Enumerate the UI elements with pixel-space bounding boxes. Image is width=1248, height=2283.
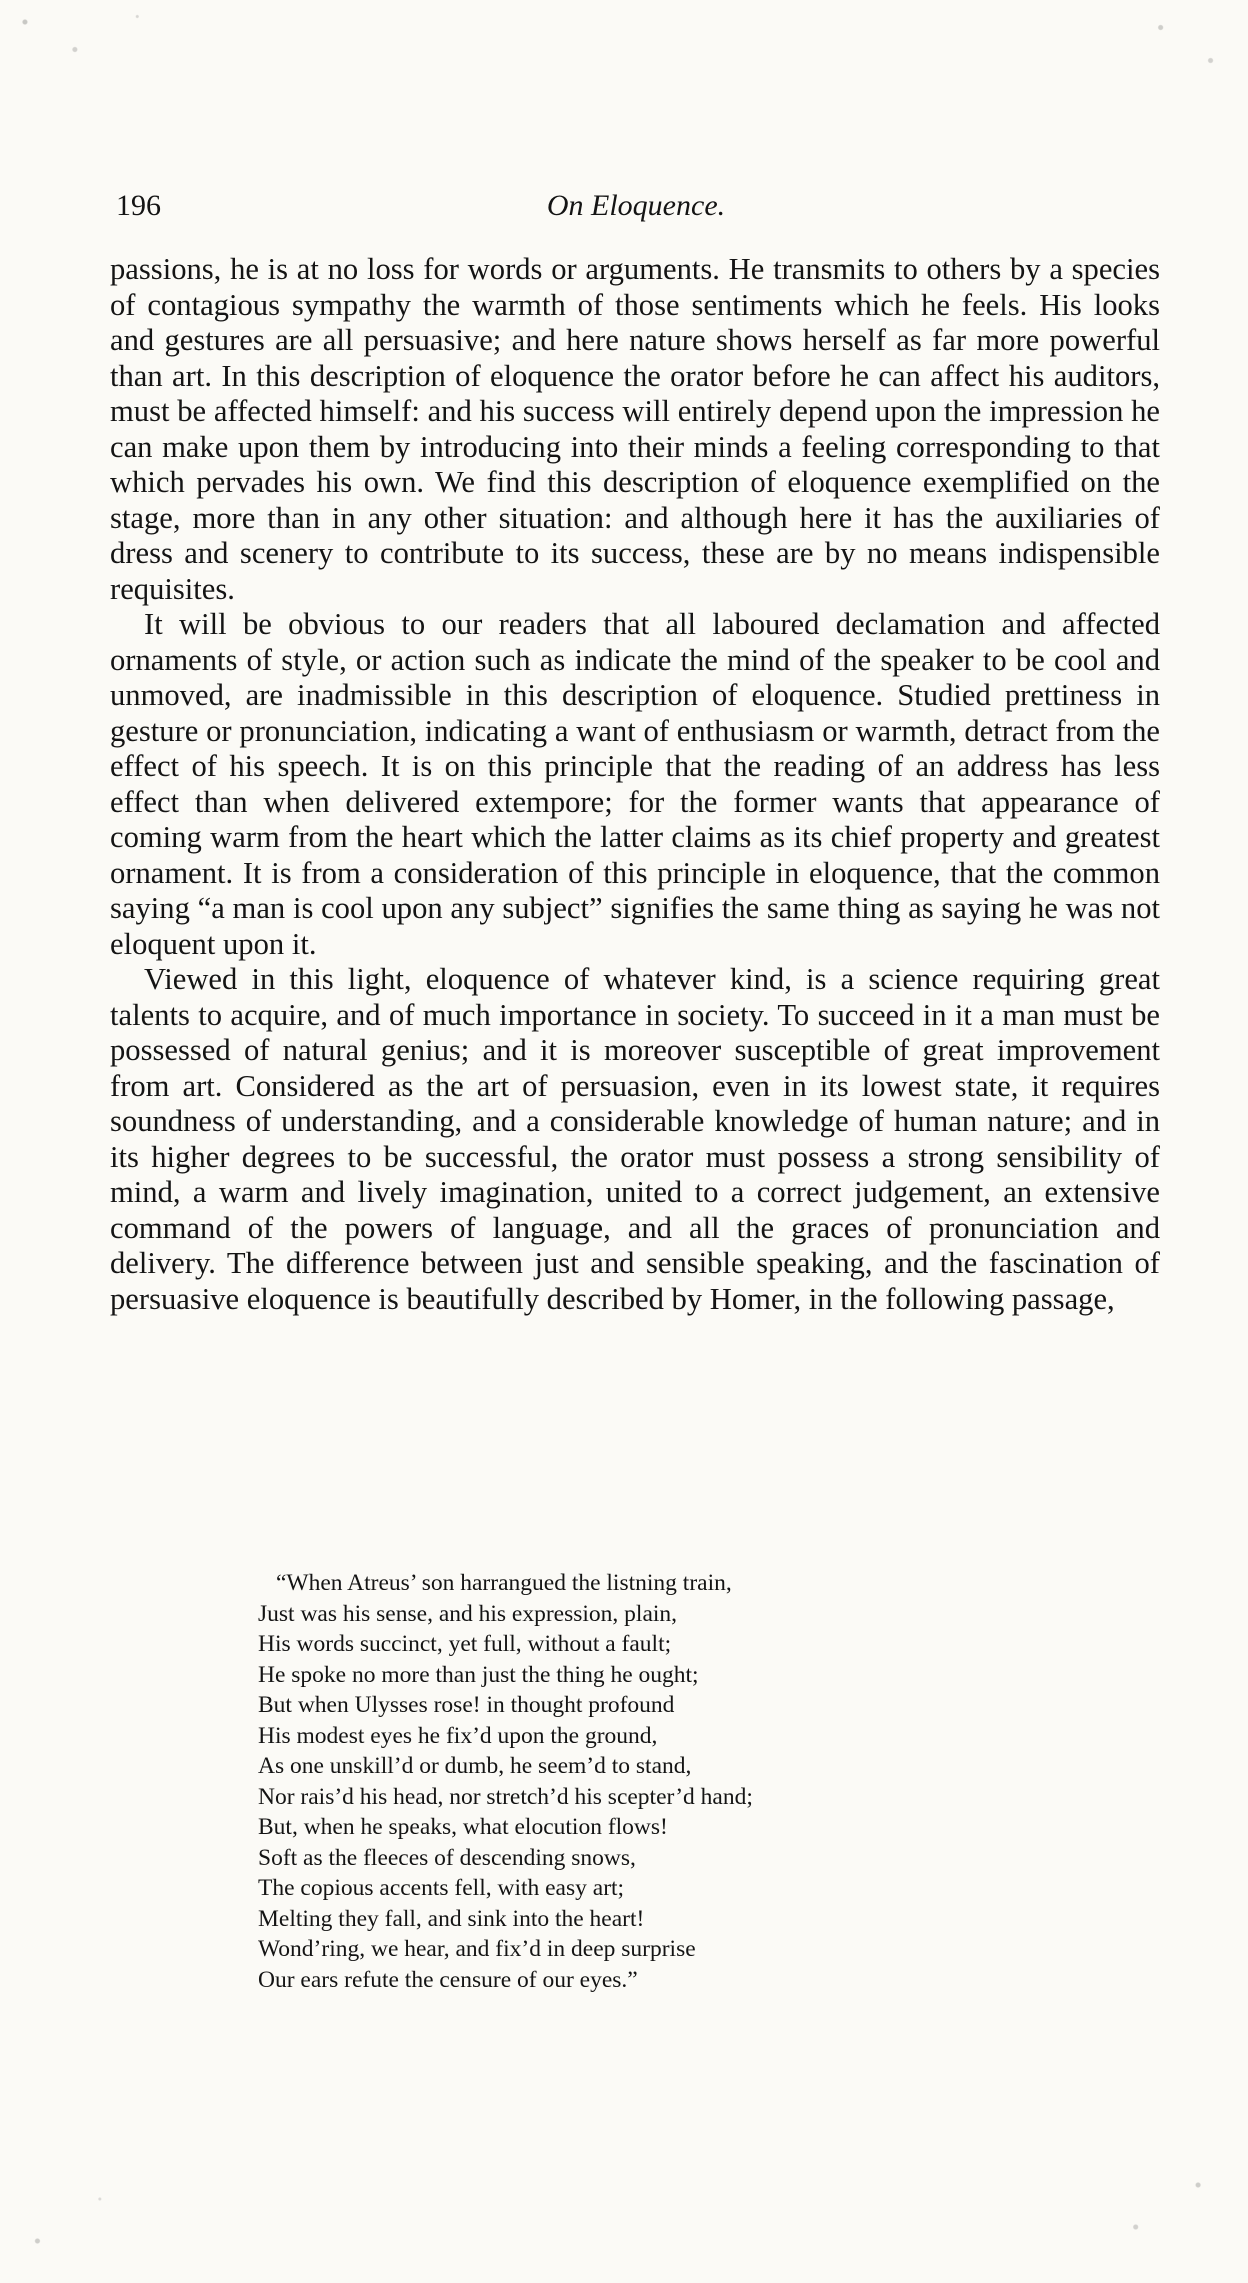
verse-line: Our ears refute the censure of our eyes.” [258,1966,638,1993]
verse-line: He spoke no more than just the thing he ought; [258,1661,699,1688]
paragraph-3: Viewed in this light, eloquence of whatever kind, is a science requiring great talents to acquire, and of much importance in society. To succeed in it a man must be possessed of natural genius; and it is moreover susceptible of great improvement from art. Considered as the art of persuasion, even in its lowest state, it requires soundness of understanding, and a considerable knowledge of human nature; and in its higher degrees to be successful, the orator must possess a strong sensibility of mind, a warm and lively imagination, united to a correct judgement, an extensive command of the powers of language, and all the graces of pronunciation and delivery. The difference between just and sensible speaking, and the fascination of persuasive eloquence is beautifully described by Homer, in the following passage, [110,962,1160,1316]
verse-line: But when Ulysses rose! in thought profound [258,1692,675,1718]
body-text [110,252,1160,1317]
verse-line: His words succinct, yet full, without a fault; [258,1631,672,1657]
verse-line: His modest eyes he fix’d upon the ground, [258,1722,658,1749]
paragraph-1: passions, he is at no loss for words or arguments. He transmits to others by a species of contagious sympathy the warmth of those sentiments which he feels. His looks and gestures are all persuasive; and here nature shows herself as far more powerful than art. In this description of eloquence the orator before he can affect his auditors, must be affected himself: and his success will entirely depend upon the impression he can make upon them by introducing into their minds a feeling corresponding to that which pervades his own. We find this description of eloquence exemplified on the stage, more than in any other situation: and although here it has the auxiliaries of dress and scenery to contribute to its success, these are by no means indispensible requisites. [110,252,1160,606]
running-title: On Eloquence. [546,189,726,222]
verse-line: Melting they fall, and sink into the heart! [258,1905,645,1932]
verse-quotation [258,1568,998,1995]
verse-line: The copious accents fell, with easy art; [258,1875,625,1901]
verse-line: Just was his sense, and his expression, plain, [258,1600,678,1627]
verse-line: Wond’ring, we hear, and fix’d in deep surprise [258,1936,696,1962]
paragraph-2: It will be obvious to our readers that all laboured declamation and affected ornaments of style, or action such as indicate the mind of the speaker to be cool and unmoved, are inadmissible in this description of eloquence. Studied prettiness in gesture or pronunciation, indicating a want of enthusiasm or warmth, detract from the effect of his speech. It is on this principle that the reading of an address has less effect than when delivered extempore; for the former wants that appearance of coming warm from the heart which the latter claims as its chief property and greatest ornament. It is from a consideration of this principle in eloquence, that the common saying “a man is cool upon any subject” signifies the same thing as saying he was not eloquent upon it. [110,607,1160,961]
verse-line: But, when he speaks, what elocution flows! [258,1814,668,1840]
page-speckle-bottom [0,2143,1248,2283]
page-number: 196 [116,189,161,222]
verse-line: Nor rais’d his head, nor stretch’d his scepter’d hand; [258,1783,753,1810]
page-header [116,186,1156,226]
verse-line: As one unskill’d or dumb, he seem’d to stand, [258,1753,692,1779]
verse-line: Soft as the fleeces of descending snows, [258,1844,636,1871]
verse-line: “When Atreus’ son harrangued the listning train, [276,1570,732,1596]
page-speckle-top [0,0,1248,110]
